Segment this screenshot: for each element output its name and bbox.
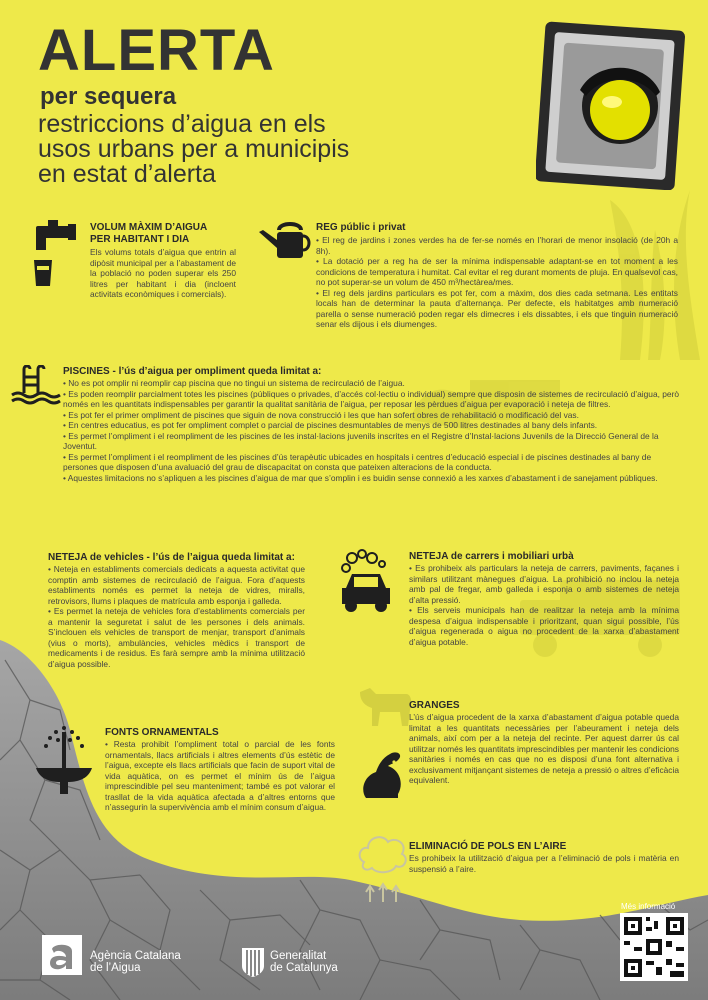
reg-item: • La dotació per a reg ha de ser la mínima indispensable adaptant-se en tot moment a les condicions de temperatura i humitat. Cal evitar el reg durant moments de pluja. En qualsevol cas, no pot superar-se un volum de 450 m³/hectàrea/mes.: [316, 256, 678, 287]
reg-list: [316, 235, 678, 330]
rabbit-icon: [360, 750, 406, 800]
piscines-item: • No es pot omplir ni reomplir cap piscina que no tingui un sistema de recirculació de l’aigua.: [63, 378, 405, 388]
vehicles-item: • Es permet la neteja de vehicles fora d’establiments comercials per a mantenir la seguretat i salut de les persones i dels animals. S’inclouen els vehicles de transport de menjar, transport d’animals (vius o morts), ambulàncies, vehicles mèdics i transport de medicaments i de residus. Es farà sempre amb la mínima utilització d’aigua possible.: [48, 606, 305, 669]
cow-icon: [356, 680, 414, 728]
pols-title: ELIMINACIÓ DE POLS EN L’AIRE: [409, 841, 567, 852]
aca-name: [90, 950, 181, 974]
carrers-item: • Els serveis municipals han de realitzar la neteja amb la mínima despesa d’aigua indispensable i prioritzant, quan sigui possible, l’ús d’aigua regenerada o aigua no procedent de la xarxa d’abastament d’aigua potable.: [409, 605, 679, 647]
vehicles-list: [48, 564, 305, 669]
page-title: ALERTA: [38, 18, 275, 83]
granges-text: L’ús d’aigua procedent de la xarxa d’abastament d’aigua potable queda limitat a les quantitats necessàries per l’abeurament i neteja dels animals, així com per a la neteja del recinte. Per aquest darrer ús cal utilitzar només les quantitats imprescindibles per mantenir les condicions sanitàries i només en cas que no es disposi d’una font alternativa i exclusivament mitjançant sistemes de neteja a pressió o altres d’eficàcia equivalent.: [409, 712, 679, 785]
page-subtitle: per sequera: [40, 83, 177, 110]
volum-title-line: PER HABITANT I DIA: [90, 234, 190, 245]
gencat-name: [270, 950, 338, 974]
description-line: en estat d’alerta: [38, 160, 216, 188]
piscines-list: [63, 378, 683, 483]
piscines-item: • Es poden reomplir parcialment totes les piscines (públiques o privades, d’accés col·lectiu o individual) sempre que disposin de sistemes de recirculació d’aigua, però només en les quantitats indispensables per garantir la qualitat sanitària de l’aigua, per reposar les pèrdues d’aigua per evaporació i neteja de filtres.: [63, 388, 680, 409]
watering-can-icon: [255, 218, 311, 262]
fonts-title: FONTS ORNAMENTALS: [105, 727, 219, 738]
aca-logo-icon: [42, 935, 84, 977]
piscines-title: PISCINES - l’ús d’aigua per ompliment queda limitat a:: [63, 366, 322, 377]
carrers-item: • Es prohibeix als particulars la neteja de carrers, paviments, façanes i similars utilitzant mànegues d’aigua. La prohibició no inclou la neteja amb pal de fregar, amb galleda i esponja o amb sistemes de neteja d’alta pressió.: [409, 563, 679, 605]
piscines-item: • Es pot fer el primer ompliment de piscines que siguin de nova construcció i les que han sofert obres de rehabilitació o modificació del vas.: [63, 409, 579, 420]
aca-name-line: de l’Aigua: [90, 962, 141, 974]
pool-icon: [10, 365, 62, 407]
description-line: usos urbans per a municipis: [38, 135, 350, 163]
gencat-name-line: Generalitat: [270, 950, 327, 962]
reg-item: • El reg dels jardins particulars es pot fer, com a màxim, dos dies cada setmana. Les entitats locals han de determinar la pauta d’alternança. Per defecte, els habitatges amb numeració parella o sense numeració poden regar els dimecres i els dissabtes, i els que tinguin numeració senar els dijous i els diumenges.: [316, 287, 678, 329]
vehicles-title: NETEJA de vehicles - l’ús de l’aigua queda limitat a:: [48, 552, 295, 563]
dust-icon: [356, 828, 410, 908]
aca-name-line: Agència Catalana: [90, 950, 181, 962]
reg-title: REG públic i privat: [316, 222, 406, 233]
gencat-logo-icon: [240, 946, 266, 978]
car-wash-icon: [336, 548, 396, 616]
granges-title: GRANGES: [409, 700, 460, 711]
carrers-title: NETEJA de carrers i mobiliari urbà: [409, 551, 574, 562]
pols-text: Es prohibeix la utilització d’aigua per a l’eliminació de pols i matèria en suspensió a l’aire.: [409, 853, 679, 874]
qr-code-icon[interactable]: [620, 913, 688, 981]
piscines-item: • Es permet l’ompliment i el reompliment de les piscines d’ús terapèutic ubicades en hospitals i centres d’educació especial i de piscines destinades al bany de persones que disposen d’una avaluació del grau de discapacitat on consta que pateixen alteracions de la conducta.: [63, 451, 652, 472]
volum-title-line: VOLUM MÀXIM D’AIGUA: [90, 222, 208, 233]
page-description: [38, 112, 349, 187]
fountain-icon: [36, 724, 92, 794]
traffic-light-icon: [536, 20, 696, 190]
fonts-text: • Resta prohibit l’ompliment total o parcial de les fonts ornamentals, llacs artificials i altres elements d’ús estètic de l’aigua, excepte els llacs artificials que facin de suport vital de vida aquàtica, on es permet el mínim ús de l’aigua imprescindible pel seu manteniment; també es pot valorar el trasllat de la vida aquàtica afectada a d’altres entorns que n’assegurin la supervivència amb el mínim consum d’aigua.: [105, 739, 335, 812]
volum-title: [90, 222, 207, 246]
tap-icon: [28, 220, 78, 288]
volum-text: Els volums totals d’aigua que entrin al dipòsit municipal per a l’abastament de la població no poden superar els 250 litres per habitant i dia (incloent activitats econòmiques i comercials).: [90, 247, 236, 299]
gencat-name-line: de Catalunya: [270, 962, 338, 974]
piscines-item: • Aquestes limitacions no s’apliquen a les piscines d’aigua de mar que s’omplin i es buidin sense connexió a les xarxes d’abastament i de sanejament públiques.: [63, 472, 658, 483]
vehicles-item: • Neteja en establiments comercials dedicats a aquesta activitat que comptin amb sistemes de recirculació de l’aigua. Fora d’aquests establiments només es permet la neteja de vidres, miralls, retrovisors, llums i plaques de matrícula amb esponja i galleda.: [48, 564, 305, 606]
piscines-item: • En centres educatius, es pot fer ompliment complet o parcial de piscines desmuntables de menys de 500 litres destinades al bany dels infants.: [63, 420, 598, 430]
more-info-label: Més informació: [621, 902, 676, 911]
piscines-item: • Es permet l’ompliment i el reompliment de les piscines de les instal·lacions juvenils inscrites en el Registre d’Instal·lacions Juvenils de la Direcció General de la Joventut.: [63, 430, 659, 451]
carrers-list: [409, 563, 679, 647]
reg-item: • El reg de jardins i zones verdes ha de fer-se només en l’horari de menor insolació (de 20h a 8h).: [316, 235, 678, 256]
description-line: restriccions d’aigua en els: [38, 110, 326, 138]
